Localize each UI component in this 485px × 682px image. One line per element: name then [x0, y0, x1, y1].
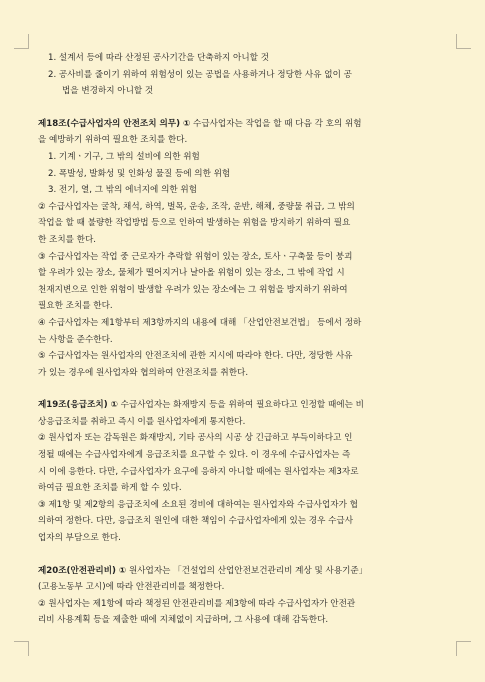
spacer: [38, 547, 458, 563]
list-item: 3. 전기, 열, 그 밖의 에너지에 의한 위험: [48, 185, 198, 196]
list-item: 1. 설계서 등에 따라 산정된 공사기간을 단축하지 아니할 것: [48, 53, 269, 63]
paragraph-line: ⑤ 수급사업자는 원사업자의 안전조치에 관한 지시에 따라야 한다. 다만, 정당한 사유: [38, 351, 353, 362]
paragraph-line: 필요한 조치를 한다.: [38, 301, 113, 312]
paragraph-line: ④ 수급사업자는 제1항부터 제3항까지의 내용에 대해 「산업안전보건법」 등에서 정하: [38, 317, 362, 328]
spacer: [38, 381, 458, 397]
paragraph-line: (고용노동부 고시)에 따라 안전관리비를 책정한다.: [38, 582, 225, 593]
paragraph-line: ② 원사업자는 제1항에 따라 책정된 안전관리비를 제3항에 따라 수급사업자가 안전관: [38, 598, 356, 609]
paragraph-line: 정될 때에는 수급사업자에게 응급조치를 요구할 수 있다. 이 경우에 수급사업자는 즉: [38, 450, 351, 461]
paragraph-line: 는 사항을 준수한다.: [38, 334, 113, 345]
paragraph-line: 리비 사용계획 등을 제출한 때에 지체없이 지급하며, 그 사용에 대해 감독한다.: [38, 615, 329, 626]
crop-mark-bottom-left: [14, 641, 29, 656]
paragraph-line: 상응급조치를 취하고 즉시 이를 원사업자에게 통지한다.: [38, 416, 246, 427]
list-item-continued: 법을 변경하지 아니할 것: [62, 86, 154, 97]
paragraph-line: 가 있는 경우에 원사업자와 협의하여 안전조치를 취한다.: [38, 367, 249, 378]
paragraph-line: 하여금 필요한 조치를 하게 할 수 있다.: [38, 483, 182, 494]
crop-mark-top-right: [456, 34, 471, 49]
paragraph-line: 한 조치를 한다.: [38, 234, 97, 245]
paragraph-line: 시 이에 응한다. 다만, 수급사업자가 요구에 응하지 아니할 때에는 원사업자는 제3자로: [38, 466, 359, 477]
article-title: 제18조(수급사업자의 안전조치 의무) ①: [38, 118, 191, 129]
article-18-intro: [38, 116, 458, 133]
list-item: 2. 공사비를 줄이기 위하여 위험성이 있는 공법을 사용하거나 정당한 사유 없이 공: [48, 69, 352, 80]
list-item: 2. 폭발성, 발화성 및 인화성 물질 등에 의한 위험: [48, 168, 231, 179]
list-item: 1. 기계ㆍ기구, 그 밖의 설비에 의한 위험: [48, 151, 200, 162]
paragraph-text: 수급사업자는 화재방지 등을 위하여 필요하다고 인정할 때에는 비: [120, 400, 364, 411]
document-page: [38, 50, 458, 629]
crop-mark-top-left: [14, 34, 29, 49]
crop-mark-bottom-right: [456, 641, 471, 656]
paragraph-line: ③ 제1항 및 제2항의 응급조치에 소요된 경비에 대하여는 원사업자와 수급사업자가 협: [38, 499, 358, 510]
paragraph-line: 의하여 정한다. 다만, 응급조치 원인에 대한 책임이 수급사업자에게 있는 경우 수급사: [38, 516, 354, 527]
article-20-intro: [38, 563, 458, 580]
article-title: 제19조(응급조치) ①: [38, 400, 118, 411]
paragraph-line: 업자의 부담으로 한다.: [38, 533, 121, 544]
paragraph-line: 을 예방하기 위하여 필요한 조치를 한다.: [38, 135, 188, 146]
paragraph-line: 할 우려가 있는 장소, 물체가 떨어지거나 날아올 위험이 있는 장소, 그 밖에 작업 시: [38, 268, 345, 279]
article-title: 제20조(안전관리비) ①: [38, 565, 127, 576]
paragraph-line: ② 수급사업자는 굴착, 채석, 하역, 벌목, 운송, 조작, 운반, 해체, 중량물 취급, 그 밖의: [38, 201, 355, 212]
paragraph-text: 수급사업자는 작업을 할 때 다음 각 호의 위험: [193, 118, 362, 129]
spacer: [38, 100, 458, 116]
paragraph-text: 원사업자는 「건설업의 산업안전보건관리비 계상 및 사용기준」: [128, 565, 368, 576]
paragraph-line: ③ 수급사업자는 작업 중 근로자가 추락할 위험이 있는 장소, 토사ㆍ구축물 등이 붕괴: [38, 251, 353, 262]
paragraph-line: 작업을 할 때 불량한 작업방법 등으로 인하여 발생하는 위험을 방지하기 위하여 필요: [38, 218, 351, 229]
article-19-intro: [38, 397, 458, 414]
paragraph-line: ② 원사업자 또는 감독원은 화재방지, 기타 공사의 시공 상 긴급하고 부득이하다고 인: [38, 433, 353, 444]
paragraph-line: 천재지변으로 인한 위험이 발생할 우려가 있는 장소에는 그 위험을 방지하기 위하여: [38, 284, 348, 295]
